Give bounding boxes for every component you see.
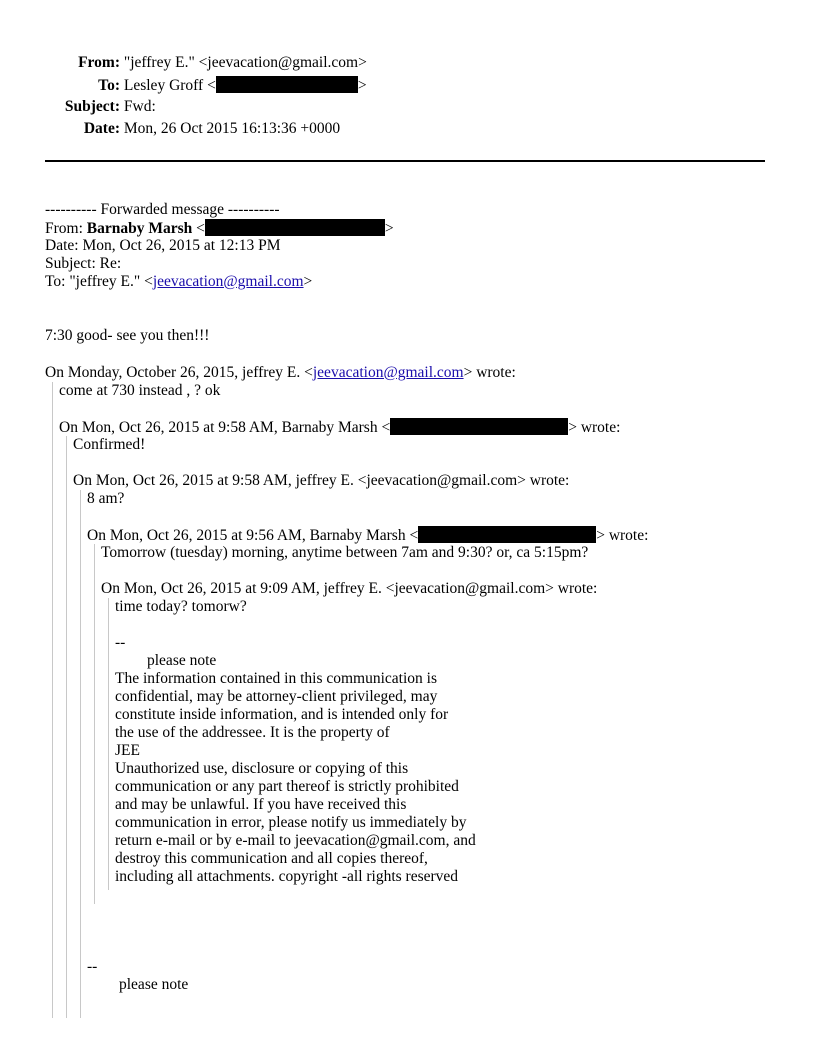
disclaimer-line: Unauthorized use, disclosure or copying of this <box>115 760 409 777</box>
disclaimer-line: JEE <box>115 742 140 759</box>
forward-from: From: Barnaby Marsh < > <box>45 220 394 237</box>
quote-bar <box>94 544 95 904</box>
disclaimer-line: communication in error, please notify us immediately by <box>115 814 467 831</box>
signature-note: please note <box>119 976 189 993</box>
signature-note: please note <box>147 652 217 669</box>
email-link[interactable]: jeevacation@gmail.com <box>152 273 304 290</box>
disclaimer-line: the use of the addressee. It is the property of <box>115 724 390 741</box>
disclaimer-line: including all attachments. copyright -all rights reserved <box>115 868 459 885</box>
redaction <box>205 219 385 236</box>
to-value: Lesley Groff < <box>123 77 216 94</box>
forward-divider-line: ---------- Forwarded message ---------- <box>45 201 280 218</box>
disclaimer-line: and may be unlawful. If you have received this <box>115 796 407 813</box>
quote-attribution: On Mon, Oct 26, 2015 at 9:56 AM, Barnaby Marsh < > wrote: <box>87 527 649 544</box>
quote-bar <box>108 598 109 890</box>
disclaimer-line: return e-mail or by e-mail to jeevacation@gmail.com, and <box>115 832 476 849</box>
redaction <box>216 76 358 93</box>
reply-text: 7:30 good- see you then!!! <box>45 327 210 344</box>
quote-text: come at 730 instead , ? ok <box>59 382 221 399</box>
date-value: Mon, 26 Oct 2015 16:13:36 +0000 <box>123 120 341 137</box>
header-divider <box>45 160 765 162</box>
forward-to: To: "jeffrey E." <jeevacation@gmail.com> <box>45 273 313 290</box>
signature-dashes: -- <box>87 958 98 975</box>
quote-text: 8 am? <box>87 490 125 507</box>
quote-text: Confirmed! <box>73 436 146 453</box>
quote-attribution: On Monday, October 26, 2015, jeffrey E. <jeevacation@gmail.com> wrote: <box>45 364 516 381</box>
quote-text: Tomorrow (tuesday) morning, anytime between 7am and 9:30? or, ca 5:15pm? <box>101 544 589 561</box>
disclaimer-line: confidential, may be attorney-client privileged, may <box>115 688 438 705</box>
to-label: To: <box>98 77 120 94</box>
disclaimer-block <box>115 670 476 886</box>
quote-text: time today? tomorw? <box>115 598 247 615</box>
quote-bar <box>66 436 67 1018</box>
from-label: From: <box>78 54 120 71</box>
quote-attribution: On Mon, Oct 26, 2015 at 9:09 AM, jeffrey E. <jeevacation@gmail.com> wrote: <box>101 580 598 597</box>
forward-from-name: Barnaby Marsh <box>86 220 193 237</box>
disclaimer-line: destroy this communication and all copies thereof, <box>115 850 428 867</box>
header-to: To: Lesley Groff < > <box>0 76 367 95</box>
quote-attribution: On Mon, Oct 26, 2015 at 9:58 AM, jeffrey E. <jeevacation@gmail.com> wrote: <box>73 472 570 489</box>
quote-attribution: On Mon, Oct 26, 2015 at 9:58 AM, Barnaby Marsh < > wrote: <box>59 419 621 436</box>
quote-bar <box>80 490 81 1018</box>
header-date <box>0 120 340 138</box>
email-link[interactable]: jeevacation@gmail.com <box>312 364 464 381</box>
subject-value: Fwd: <box>123 98 156 115</box>
quote-bar <box>52 382 53 1018</box>
header-subject <box>0 98 156 116</box>
disclaimer-line: communication or any part thereof is strictly prohibited <box>115 778 459 795</box>
subject-label: Subject: <box>64 98 120 115</box>
signature-dashes: -- <box>115 634 126 651</box>
redaction <box>418 526 596 543</box>
date-label: Date: <box>83 120 120 137</box>
header-from <box>0 54 367 72</box>
forward-subject: Subject: Re: <box>45 255 122 272</box>
from-value: "jeffrey E." <jeevacation@gmail.com> <box>123 54 367 71</box>
disclaimer-line: The information contained in this communication is <box>115 670 437 687</box>
disclaimer-line: constitute inside information, and is intended only for <box>115 706 449 723</box>
forward-date: Date: Mon, Oct 26, 2015 at 12:13 PM <box>45 237 281 254</box>
redaction <box>390 418 568 435</box>
